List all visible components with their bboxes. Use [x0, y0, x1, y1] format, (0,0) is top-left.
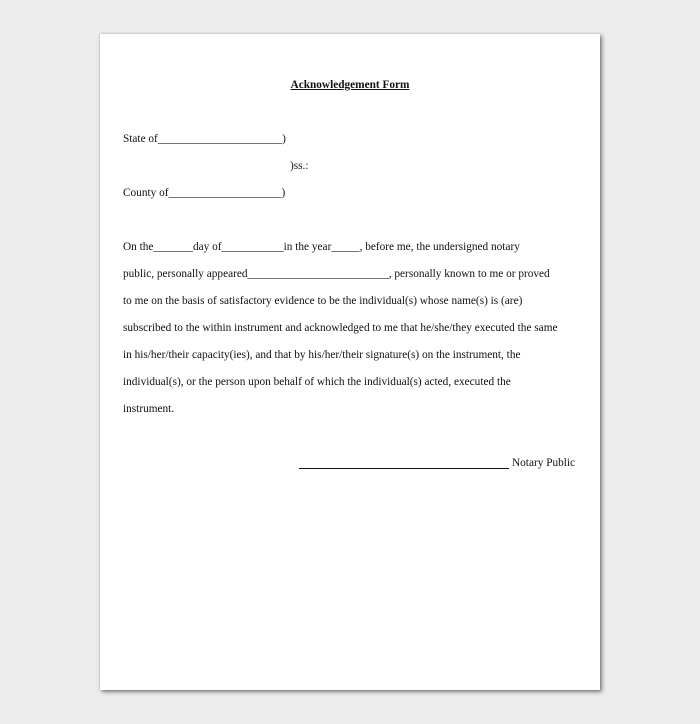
ss-line: )ss.:: [290, 160, 309, 172]
form-title: Acknowledgement Form: [290, 79, 410, 91]
paragraph-line-1: On the_______day of___________in the year_____, before me, the undersigned notary: [123, 241, 520, 253]
paragraph-line-3: to me on the basis of satisfactory evidence to be the individual(s) whose name(s) is (are): [123, 295, 523, 307]
document-page: [100, 34, 600, 690]
county-field-line: County of____________________): [123, 187, 286, 199]
paragraph-line-6: individual(s), or the person upon behalf of which the individual(s) acted, executed the: [123, 376, 511, 388]
paragraph-line-5: in his/her/their capacity(ies), and that by his/her/their signature(s) on the instrument, the: [123, 349, 521, 361]
notary-public-label: Notary Public: [512, 457, 576, 469]
state-field-line: State of______________________): [123, 133, 286, 145]
paragraph-line-7: instrument.: [123, 403, 175, 415]
paragraph-line-2: public, personally appeared_________________________, personally known to me or proved: [123, 268, 550, 280]
paragraph-line-4: subscribed to the within instrument and acknowledged to me that he/she/they executed the same: [123, 322, 558, 334]
signature-line: [299, 468, 509, 469]
